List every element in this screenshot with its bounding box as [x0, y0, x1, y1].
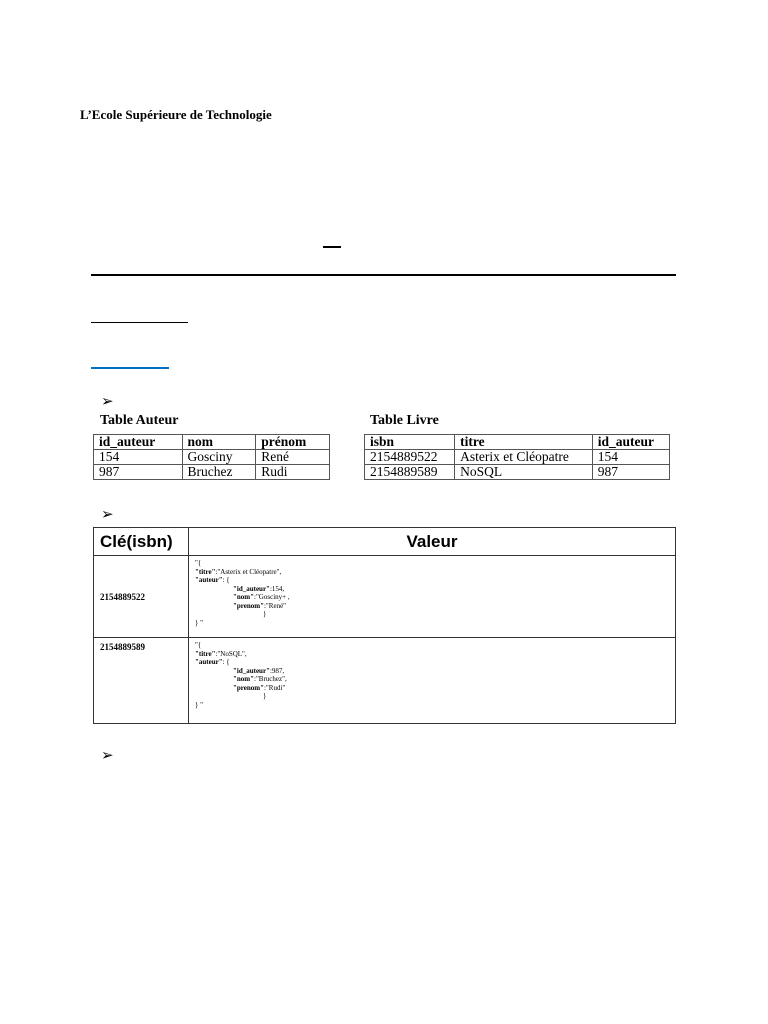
- json-line: [195, 684, 669, 693]
- json-text: :"Gosciny+ ,: [254, 593, 290, 601]
- json-line: [195, 585, 669, 594]
- json-key: "id_auteur": [233, 666, 270, 675]
- json-key: "prenom": [233, 683, 264, 692]
- school-heading: L’Ecole Supérieure de Technologie: [80, 107, 272, 122]
- json-text: :"NoSQL",: [215, 649, 247, 658]
- table-row: [94, 556, 676, 638]
- table-cell: Gosciny: [182, 450, 256, 465]
- table-cell: NoSQL: [455, 465, 593, 480]
- table-cell: 2154889589: [365, 465, 455, 480]
- table-row: [365, 450, 670, 465]
- key-value-table: [93, 527, 676, 724]
- table-header-row: [94, 435, 330, 450]
- json-line: [195, 593, 669, 602]
- kv-header-row: [94, 528, 676, 556]
- json-line: [195, 568, 669, 577]
- title-dash: [323, 246, 341, 248]
- json-line: [195, 701, 669, 710]
- kv-value: [189, 556, 676, 638]
- table-row: [94, 465, 330, 480]
- json-text: "{: [195, 641, 202, 649]
- column-header: isbn: [365, 435, 455, 450]
- json-line: [195, 658, 669, 667]
- kv-key: 2154889522: [94, 556, 189, 638]
- column-header: id_auteur: [592, 435, 669, 450]
- json-text: }: [263, 610, 267, 618]
- table-cell: 987: [592, 465, 669, 480]
- bullet-arrow-icon: ➢: [101, 505, 114, 523]
- table-header-row: [365, 435, 670, 450]
- table-auteur-caption: Table Auteur: [100, 413, 179, 428]
- json-text: :"Rudi": [263, 683, 286, 692]
- table-livre: [364, 434, 670, 480]
- json-text: :"Bruchez",: [254, 675, 287, 683]
- column-header: id_auteur: [94, 435, 183, 450]
- json-line: [195, 559, 669, 568]
- json-text: } ": [195, 618, 203, 627]
- json-key: "auteur": [195, 576, 223, 584]
- json-text: :"René": [263, 601, 287, 610]
- json-text: :"Asterix et Cléopatre",: [215, 567, 282, 576]
- table-cell: 154: [94, 450, 183, 465]
- table-row: [365, 465, 670, 480]
- value-header: Valeur: [189, 528, 676, 556]
- json-key: "prenom": [233, 601, 264, 610]
- json-line: [195, 610, 669, 619]
- table-cell: Bruchez: [182, 465, 256, 480]
- kv-value: [189, 638, 676, 724]
- json-text: "{: [195, 559, 202, 567]
- column-header: nom: [182, 435, 256, 450]
- table-cell: René: [256, 450, 330, 465]
- json-text: : {: [222, 576, 230, 584]
- json-text: : {: [222, 658, 230, 666]
- bullet-arrow-icon: ➢: [101, 746, 114, 764]
- table-cell: 2154889522: [365, 450, 455, 465]
- link-underline: [91, 367, 169, 369]
- json-line: [195, 641, 669, 650]
- json-line: [195, 667, 669, 676]
- table-cell: 154: [592, 450, 669, 465]
- json-line: [195, 675, 669, 684]
- table-auteur: [93, 434, 330, 480]
- json-key: "titre": [195, 649, 216, 658]
- table-row: [94, 450, 330, 465]
- json-key: "id_auteur": [233, 584, 270, 593]
- json-key: "titre": [195, 567, 216, 576]
- json-line: [195, 619, 669, 628]
- json-key: "nom": [233, 593, 254, 601]
- section-underline: [91, 322, 188, 323]
- horizontal-rule: [91, 274, 676, 276]
- table-cell: 987: [94, 465, 183, 480]
- json-line: [195, 650, 669, 659]
- table-cell: Rudi: [256, 465, 330, 480]
- json-key: "nom": [233, 675, 254, 683]
- json-line: [195, 576, 669, 585]
- table-livre-caption: Table Livre: [370, 413, 439, 428]
- column-header: titre: [455, 435, 593, 450]
- json-line: [195, 602, 669, 611]
- table-cell: Asterix et Cléopatre: [455, 450, 593, 465]
- json-line: [195, 692, 669, 701]
- bullet-arrow-icon: ➢: [101, 392, 114, 410]
- json-text: :154,: [269, 584, 285, 593]
- json-key: "auteur": [195, 658, 223, 666]
- key-header: Clé(isbn): [94, 528, 189, 556]
- json-text: } ": [195, 700, 203, 709]
- kv-key: 2154889589: [94, 638, 189, 724]
- json-text: }: [263, 692, 267, 700]
- column-header: prénom: [256, 435, 330, 450]
- json-text: :987,: [269, 666, 285, 675]
- table-row: [94, 638, 676, 724]
